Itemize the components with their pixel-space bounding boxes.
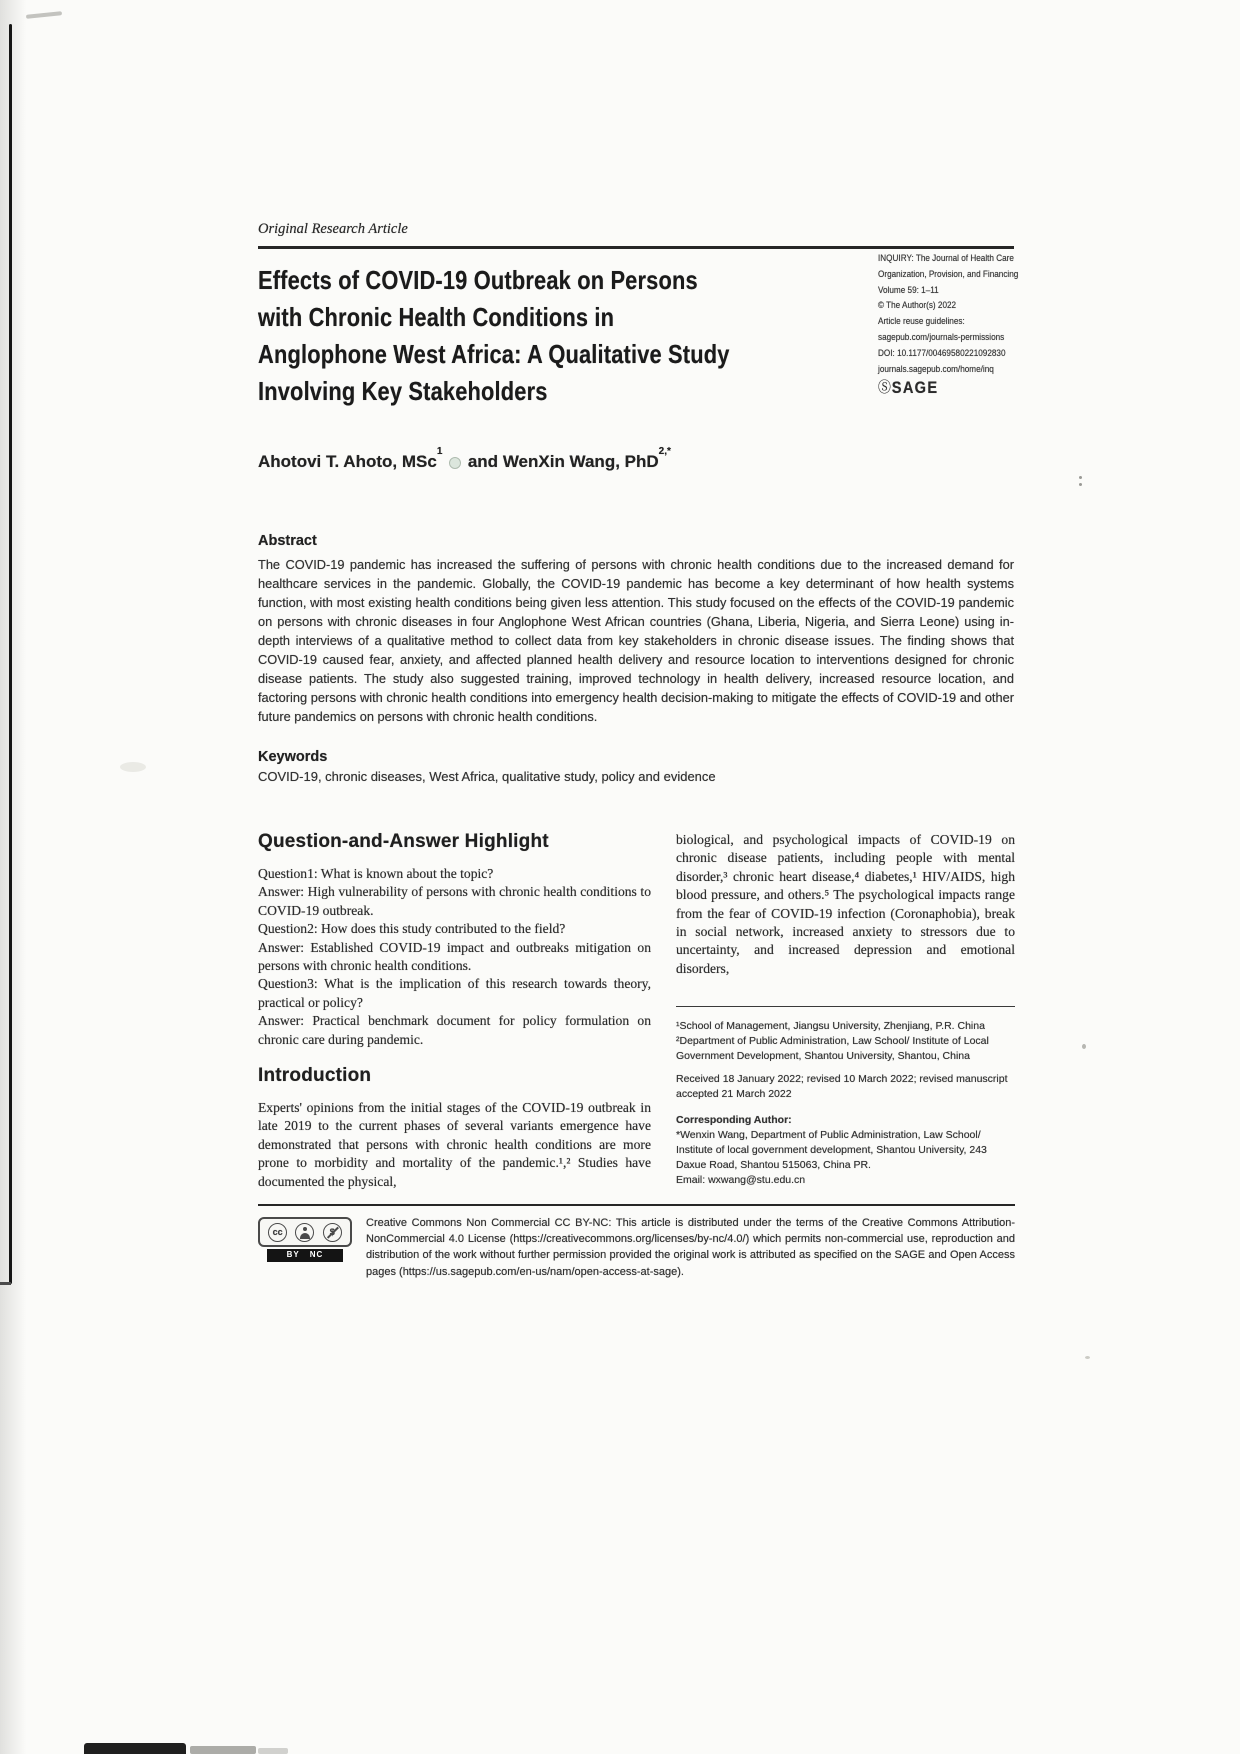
author-byline [258, 446, 671, 472]
keywords-heading: Keywords [258, 749, 328, 765]
affiliation-list [676, 1019, 1015, 1064]
masthead-rule [258, 246, 1014, 249]
abstract-section [258, 533, 1014, 726]
introduction-heading: Introduction [258, 1065, 372, 1087]
scan-artifact-speck [1082, 1044, 1086, 1049]
qa-item: Question1: What is known about the topic? [258, 866, 494, 881]
journal-info-line: journals.sagepub.com/home/inq [878, 363, 994, 375]
keywords-section [258, 749, 1014, 784]
article-title-line: Effects of COVID-19 Outbreak on Persons [258, 265, 698, 295]
scan-artifact-line [9, 24, 12, 1284]
keywords-text: COVID-19, chronic diseases, West Africa, qualitative study, policy and evidence [258, 769, 716, 784]
journal-info-line: INQUIRY: The Journal of Health Care [878, 253, 1014, 264]
left-column [258, 831, 651, 1191]
qa-item: Question3: What is the implication of this research towards theory, practical or policy? [258, 976, 651, 1010]
qa-highlight-list [258, 865, 651, 1049]
attribution-person-icon [295, 1223, 314, 1242]
author-1-name: Ahotovi T. Ahoto, MSc [258, 452, 437, 471]
abstract-text: The COVID-19 pandemic has increased the suffering of persons with chronic health conditions due to the increased demand for healthcare services in the pandemic. Globally, the COVID-19 pandemic has become a key determinant of how health systems function, with most existing health conditions being given less attention. This study focused on the effects of the COVID-19 pandemic on persons with chronic diseases in four Anglophone West African countries (Ghana, Liberia, Nigeria, and Sierra Leone) using in-depth interviews of a qualitative method to collect data from key stakeholders in chronic disease issues. The finding shows that COVID-19 caused fear, anxiety, and affected planned health delivery and resource location to interventions designed for chronic disease patients. The study also suggested training, improved technology in health delivery, increased resource location, and factoring persons with chronic health conditions into emergency health decision-making to mitigate the effects of COVID-19 and other future pandemics on persons with chronic health conditions. [258, 557, 1014, 724]
right-column-paragraph: biological, and psychological impacts of COVID-19 on chronic disease patients, including people with mental disorder,³ chronic heart disease,⁴ diabetes,¹ HIV/AIDS, high blood pressure, and others.⁵ The psychological impacts range from the fear of COVID-19 infection (Coronaphobia), break in social network, increased anxiety to stressors due to uncertainty, and increased depression and emotional disorders, [676, 832, 1015, 976]
journal-info-line: sagepub.com/journals-permissions [878, 331, 1005, 343]
corresponding-author-email: Email: wxwang@stu.edu.cn [676, 1174, 806, 1186]
journal-info-line: © The Author(s) 2022 [878, 300, 957, 312]
qa-item: Answer: High vulnerability of persons with chronic health conditions to COVID-19 outbreak. [258, 884, 651, 918]
cc-badge-by-label: BY [286, 1250, 300, 1260]
cc-by-nc-badge [258, 1217, 352, 1262]
author-2-affiliation-sup: 2,* [658, 446, 671, 458]
authors-connector: and [467, 452, 499, 471]
footnote-block [676, 1006, 1015, 1188]
journal-info-block [878, 251, 1029, 396]
article-type-label: Original Research Article [258, 221, 408, 237]
qa-item: Question2: How does this study contributed to the field? [258, 921, 566, 937]
article-title-line: Involving Key Stakeholders [258, 376, 548, 406]
journal-info-lines [878, 251, 1029, 377]
corresponding-author-text: *Wenxin Wang, Department of Public Administration, Law School/ Institute of local government development, Shantou University, 243 Daxue Road, Shantou 515063, China PR. [676, 1129, 987, 1171]
journal-info-line: Article reuse guidelines: [878, 316, 965, 328]
scan-artifact-speck [1085, 1356, 1090, 1359]
scan-artifact-corner-mark [26, 11, 62, 19]
qa-highlight-heading: Question-and-Answer Highlight [258, 831, 549, 852]
cc-badge-icons [258, 1217, 352, 1247]
received-dates: Received 18 January 2022; revised 10 March 2022; revised manuscript accepted 21 March 2022 [676, 1073, 1008, 1100]
sage-logo-mark: Ⓢ [878, 379, 891, 397]
scan-edge-shadow [0, 0, 26, 1754]
scan-artifact-smudge [84, 1743, 186, 1754]
journal-info-line: Volume 59: 1–11 [878, 284, 939, 296]
scan-artifact-speck [1079, 476, 1082, 479]
right-column [676, 831, 1015, 978]
affiliation-line: ¹School of Management, Jiangsu University, Zhenjiang, P.R. China [676, 1020, 985, 1032]
sage-logo [878, 380, 1029, 396]
cc-icon: cc [268, 1223, 287, 1242]
scan-artifact-smudge [190, 1746, 256, 1754]
license-text: Creative Commons Non Commercial CC BY-NC: This article is distributed under the terms of the Creative Commons Attribution-NonCommercial 4.0 License (https://creativecommons.org/licenses/by-nc/4.0/) which permits non-commercial use, reproduction and distribution of the work without further permission provided the original work is attributed as specified on the SAGE and Open Access pages (https://us.sagepub.com/en-us/nam/open-access-at-sage). [366, 1217, 1015, 1278]
qa-item: Answer: Practical benchmark document for policy formulation on chronic care during pandemic. [258, 1013, 651, 1047]
orcid-icon [449, 457, 461, 469]
article-title [258, 262, 762, 410]
scan-artifact-speck [120, 762, 146, 772]
author-1-affiliation-sup: 1 [436, 446, 443, 458]
article-title-line: with Chronic Health Conditions in [258, 302, 615, 332]
cc-badge-nc-label: NC [309, 1250, 324, 1260]
affiliation-line: ²Department of Public Administration, Law School/ Institute of Local Government Development, Shantou University, Shantou, China [676, 1035, 989, 1062]
sage-logo-text: SAGE [891, 378, 939, 398]
cc-badge-bar [267, 1249, 343, 1262]
abstract-heading: Abstract [258, 533, 317, 549]
qa-item: Answer: Established COVID-19 impact and outbreaks mitigation on persons with chronic health conditions. [258, 939, 651, 974]
article-title-line: Anglophone West Africa: A Qualitative Study [258, 339, 730, 369]
license-section [258, 1204, 1015, 1280]
introduction-paragraph: Experts' opinions from the initial stages of the COVID-19 outbreak in late 2019 to the current phases of several variants emergence have demonstrated that persons with chronic health conditions are more prone to morbidity and mortality of the pandemic.¹,² Studies have documented the physical, [258, 1100, 651, 1189]
scan-artifact-smudge [258, 1748, 288, 1754]
scan-artifact-tick [0, 1282, 11, 1285]
author-2-name: WenXin Wang, PhD [502, 452, 659, 471]
corresponding-author-heading: Corresponding Author: [676, 1114, 792, 1126]
nc-dollar-icon [323, 1223, 342, 1242]
journal-info-line: DOI: 10.1177/00469580221092830 [878, 347, 1006, 359]
journal-info-line: Organization, Provision, and Financing [878, 268, 1019, 280]
